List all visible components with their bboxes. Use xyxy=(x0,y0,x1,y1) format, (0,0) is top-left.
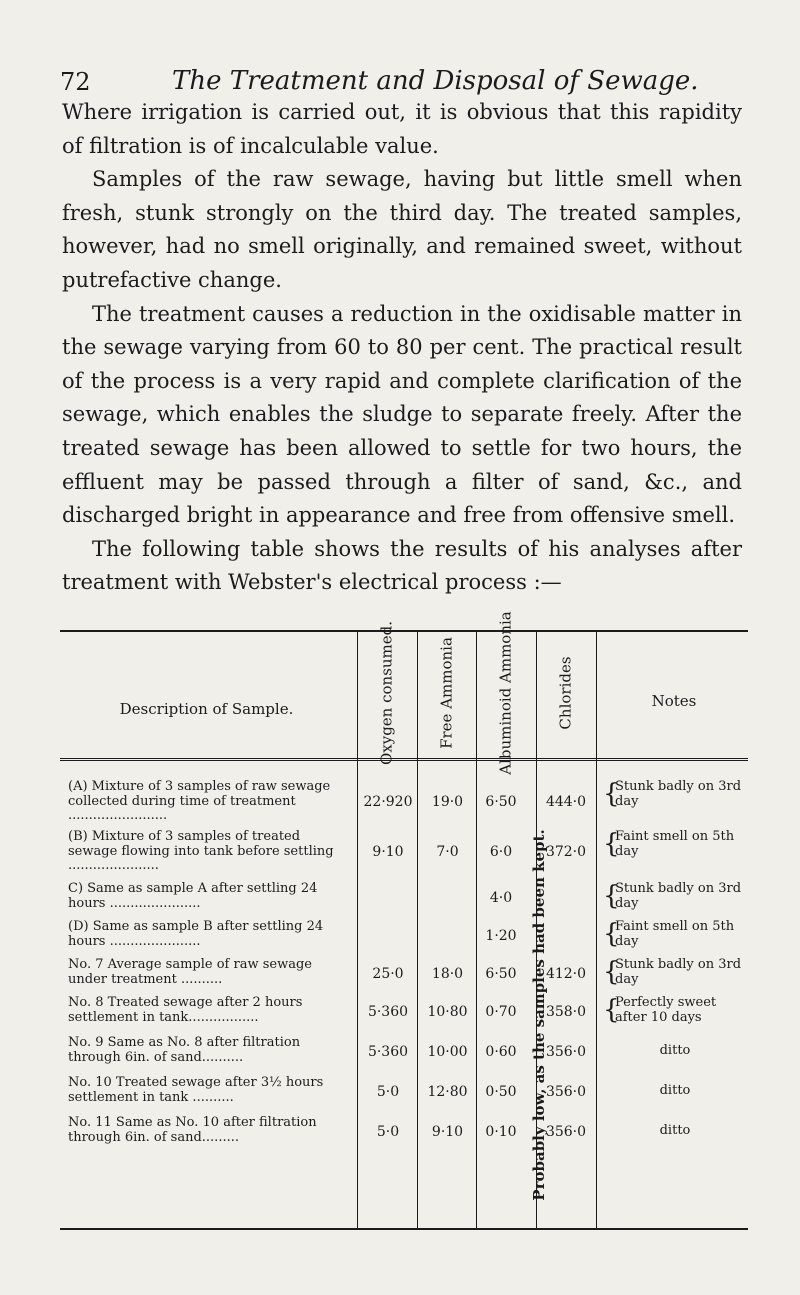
header-rule xyxy=(60,760,748,761)
row-note: Faint smell on 5th day xyxy=(615,829,735,859)
chlorides-value: 444·0 xyxy=(545,794,587,810)
analysis-table xyxy=(60,611,748,1230)
chlorides-value: 358·0 xyxy=(545,1004,587,1020)
page-number: 72 xyxy=(60,68,91,96)
chlorides-header xyxy=(537,638,595,748)
albuminoid-header-label: Albuminoid Ammonia xyxy=(496,611,515,775)
row-note: ditto xyxy=(659,1123,691,1138)
row-description: (A) Mixture of 3 samples of raw sewage collected during time of treatment ........................ xyxy=(68,779,331,823)
albuminoid-value: 0·60 xyxy=(485,1044,517,1060)
row-description: (D) Same as sample B after settling 24 hours ...................... xyxy=(68,919,324,949)
albuminoid-value: 0·70 xyxy=(485,1004,517,1020)
note-brace: { xyxy=(603,957,620,987)
free-ammonia-value: 10·00 xyxy=(427,1044,468,1060)
body-text xyxy=(62,96,742,600)
row-note: Perfectly sweet after 10 days xyxy=(615,995,717,1025)
column-rule xyxy=(596,630,597,1230)
row-note: Stunk badly on 3rd day xyxy=(615,779,742,809)
free-ammonia-value: 19·0 xyxy=(431,794,464,810)
note-brace: { xyxy=(603,995,620,1025)
albuminoid-value: 0·10 xyxy=(485,1124,517,1140)
oxygen-header-label: Oxygen consumed. xyxy=(377,620,396,766)
free-ammonia-value: 9·10 xyxy=(431,1124,464,1140)
chlorides-header-label: Chlorides xyxy=(556,656,575,730)
oxygen-value: 9·10 xyxy=(372,844,404,860)
table-top-rule xyxy=(60,630,748,632)
free-ammonia-header xyxy=(418,638,476,748)
albuminoid-value: 6·0 xyxy=(489,844,513,860)
chlorides-value: 356·0 xyxy=(545,1124,587,1140)
table-bottom-rule xyxy=(60,1228,748,1230)
paragraph: The treatment causes a reduction in the oxidisable matter in the sewage varying from 60 to 80 per cent. The practical result of the process is a very rapid and complete clarification of the sewage, which enables the sludge to separate freely. After the treated sewage has been allowed to settle for two hours, the effluent may be passed through a filter of sand, &c., and discharged bright in appearance and free from offensive smell. xyxy=(62,301,742,528)
oxygen-value: 5·360 xyxy=(367,1044,409,1060)
oxygen-header xyxy=(358,620,416,766)
albuminoid-value: 4·0 xyxy=(489,890,513,906)
side-note-text: Probably low, as the samples had been kept. xyxy=(530,829,548,1201)
note-brace: { xyxy=(603,829,620,859)
chlorides-value: 356·0 xyxy=(545,1044,587,1060)
note-brace: { xyxy=(603,881,620,911)
paragraph: Samples of the raw sewage, having but little smell when fresh, stunk strongly on the third day. The treated samples, however, had no smell originally, and remained sweet, without putrefactive change. xyxy=(62,167,742,292)
row-note: ditto xyxy=(659,1043,691,1058)
row-description: No. 7 Average sample of raw sewage under treatment .......... xyxy=(68,957,312,987)
chlorides-value: 372·0 xyxy=(545,844,587,860)
oxygen-value: 5·0 xyxy=(376,1124,400,1140)
row-note: Stunk badly on 3rd day xyxy=(615,881,742,911)
free-ammonia-value: 18·0 xyxy=(431,966,464,982)
description-header: Description of Sample. xyxy=(119,700,294,718)
albuminoid-value: 6·50 xyxy=(485,966,517,982)
notes-header: Notes xyxy=(651,692,697,710)
free-ammonia-value: 12·80 xyxy=(427,1084,468,1100)
albuminoid-value: 6·50 xyxy=(485,794,517,810)
oxygen-value: 25·0 xyxy=(372,966,404,982)
albuminoid-value: 1·20 xyxy=(485,928,517,944)
row-description: No. 8 Treated sewage after 2 hours settlement in tank................. xyxy=(68,995,303,1025)
row-description: (B) Mixture of 3 samples of treated sewage flowing into tank before settling ...................... xyxy=(68,829,334,873)
oxygen-value: 22·920 xyxy=(363,794,413,810)
oxygen-value: 5·0 xyxy=(376,1084,400,1100)
header-rule xyxy=(60,758,748,759)
oxygen-value: 5·360 xyxy=(367,1004,409,1020)
row-description: No. 10 Treated sewage after 3½ hours settlement in tank .......... xyxy=(68,1075,324,1105)
note-brace: { xyxy=(603,779,620,809)
albuminoid-header xyxy=(477,611,535,775)
row-note: Faint smell on 5th day xyxy=(615,919,735,949)
row-description: C) Same as sample A after settling 24 hours ...................... xyxy=(68,881,318,911)
row-description: No. 11 Same as No. 10 after filtration through 6in. of sand......... xyxy=(68,1115,317,1145)
note-brace: { xyxy=(603,919,620,949)
row-description: No. 9 Same as No. 8 after filtration through 6in. of sand.......... xyxy=(68,1035,301,1065)
row-note: ditto xyxy=(659,1083,691,1098)
chlorides-value: 412·0 xyxy=(545,966,587,982)
free-ammonia-header-label: Free Ammonia xyxy=(437,637,456,749)
running-title: The Treatment and Disposal of Sewage. xyxy=(172,66,699,96)
free-ammonia-value: 10·80 xyxy=(427,1004,468,1020)
row-note: Stunk badly on 3rd day xyxy=(615,957,742,987)
free-ammonia-value: 7·0 xyxy=(436,844,459,860)
albuminoid-value: 0·50 xyxy=(485,1084,517,1100)
chlorides-value: 356·0 xyxy=(545,1084,587,1100)
paragraph: The following table shows the results of his analyses after treatment with Webster's electrical process :— xyxy=(62,536,742,595)
paragraph: Where irrigation is carried out, it is obvious that this rapidity of filtration is of incalculable value. xyxy=(62,100,742,158)
